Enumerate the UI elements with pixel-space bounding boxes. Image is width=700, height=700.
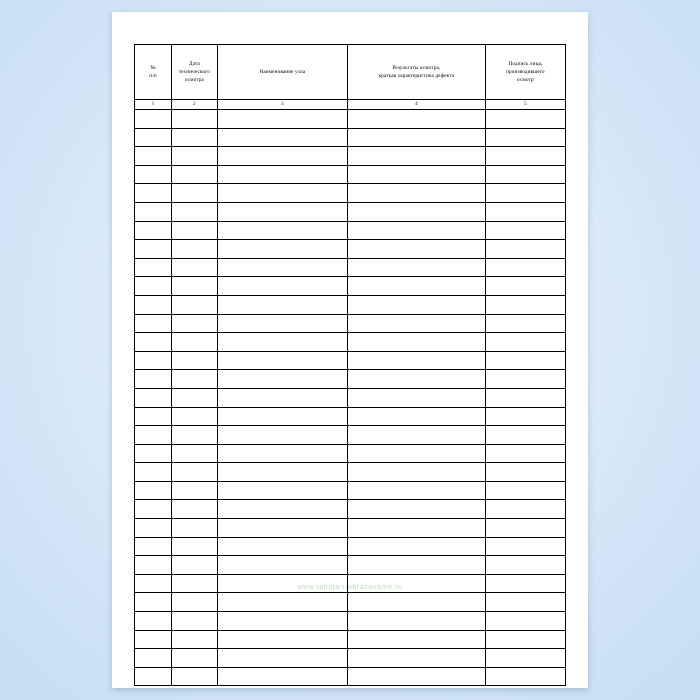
table-row [135,333,566,352]
table-cell [485,556,565,575]
table-row [135,444,566,463]
table-cell [485,333,565,352]
table-cell [172,574,218,593]
table-cell [135,481,172,500]
column-header-inspector-signature: Подпись лица, производившего осмотр [485,45,565,100]
table-row [135,128,566,147]
table-cell [217,574,347,593]
table-cell [347,277,485,296]
table-cell [172,221,218,240]
table-cell [217,295,347,314]
table-cell [485,426,565,445]
table-cell [217,370,347,389]
table-cell [135,295,172,314]
table-cell [347,184,485,203]
table-cell [172,184,218,203]
table-cell [135,426,172,445]
table-cell [485,574,565,593]
table-cell [217,165,347,184]
table-row [135,574,566,593]
table-cell [485,407,565,426]
column-number-1: 1 [135,100,172,110]
table-row [135,407,566,426]
table-row [135,258,566,277]
table-cell [347,556,485,575]
table-cell [217,184,347,203]
table-cell [172,612,218,631]
table-cell [485,184,565,203]
table-cell [135,630,172,649]
table-cell [347,388,485,407]
table-cell [217,612,347,631]
table-row [135,649,566,668]
table-row [135,388,566,407]
table-cell [217,147,347,166]
table-header-row [135,45,566,100]
table-cell [135,258,172,277]
table-cell [485,314,565,333]
table-cell [485,258,565,277]
table-cell [135,444,172,463]
table-cell [347,314,485,333]
table-cell [217,128,347,147]
table-cell [347,128,485,147]
table-cell [485,147,565,166]
table-cell [217,221,347,240]
table-cell [135,370,172,389]
table-cell [217,426,347,445]
table-cell [347,221,485,240]
table-cell [135,463,172,482]
table-cell [347,351,485,370]
table-cell [485,444,565,463]
table-cell [347,500,485,519]
column-number-4: 4 [347,100,485,110]
table-cell [172,240,218,259]
table-cell [172,147,218,166]
table-cell [347,463,485,482]
table-cell [347,537,485,556]
table-row [135,537,566,556]
table-cell [347,649,485,668]
table-row [135,556,566,575]
table-cell [485,537,565,556]
table-cell [172,519,218,538]
table-cell [172,426,218,445]
table-cell [172,110,218,129]
table-cell [347,370,485,389]
table-cell [217,333,347,352]
table-cell [217,314,347,333]
table-cell [485,667,565,686]
table-cell [217,667,347,686]
table-row [135,202,566,221]
column-number-row [135,100,566,110]
table-cell [347,630,485,649]
table-row [135,165,566,184]
table-cell [135,165,172,184]
table-row [135,481,566,500]
table-row [135,426,566,445]
table-cell [347,407,485,426]
table-cell [217,351,347,370]
table-cell [347,333,485,352]
table-cell [172,314,218,333]
table-header [135,45,566,110]
table-cell [217,593,347,612]
table-cell [485,202,565,221]
table-cell [347,519,485,538]
table-cell [172,295,218,314]
table-cell [347,258,485,277]
table-cell [172,388,218,407]
table-row [135,667,566,686]
table-cell [485,519,565,538]
table-cell [485,370,565,389]
column-header-inspection-results: Результаты осмотра, краткая характеристика дефекта [347,45,485,100]
table-cell [217,630,347,649]
table-cell [347,667,485,686]
table-row [135,630,566,649]
table-cell [217,202,347,221]
table-cell [217,556,347,575]
page-content-area [134,44,566,674]
table-cell [135,184,172,203]
table-cell [172,407,218,426]
table-body [135,110,566,686]
table-cell [172,463,218,482]
table-cell [172,444,218,463]
inspection-log-table [134,44,566,686]
table-row [135,593,566,612]
table-cell [135,128,172,147]
table-cell [135,537,172,556]
table-cell [135,407,172,426]
table-cell [217,258,347,277]
table-cell [485,500,565,519]
column-number-3: 3 [217,100,347,110]
table-cell [135,556,172,575]
table-cell [172,351,218,370]
table-row [135,110,566,129]
table-cell [135,612,172,631]
table-cell [347,202,485,221]
table-cell [135,202,172,221]
table-cell [172,593,218,612]
table-cell [347,426,485,445]
table-cell [217,649,347,668]
table-cell [135,333,172,352]
table-cell [172,500,218,519]
table-cell [347,574,485,593]
table-cell [485,165,565,184]
table-cell [217,277,347,296]
column-header-unit-name: Наименование узла [217,45,347,100]
table-cell [172,258,218,277]
table-cell [485,649,565,668]
watermark-text: www.rabota-i-obrazovanie.ru [297,584,403,591]
table-cell [347,593,485,612]
table-cell [347,481,485,500]
table-cell [485,593,565,612]
table-cell [135,649,172,668]
table-cell [135,221,172,240]
table-cell [347,444,485,463]
table-row [135,221,566,240]
table-cell [135,240,172,259]
document-page [112,12,588,688]
table-cell [485,481,565,500]
table-cell [172,537,218,556]
table-row [135,351,566,370]
table-cell [485,295,565,314]
table-cell [217,500,347,519]
table-cell [172,128,218,147]
table-row [135,612,566,631]
table-cell [485,463,565,482]
table-cell [172,165,218,184]
table-cell [135,519,172,538]
table-cell [172,333,218,352]
table-cell [485,110,565,129]
table-row [135,519,566,538]
table-cell [217,481,347,500]
table-cell [172,481,218,500]
column-header-inspection-date: Дата технического осмотра [172,45,218,100]
table-cell [485,612,565,631]
table-cell [172,202,218,221]
table-cell [135,314,172,333]
table-cell [135,351,172,370]
table-cell [347,295,485,314]
table-cell [135,277,172,296]
column-number-2: 2 [172,100,218,110]
table-cell [485,128,565,147]
table-cell [485,221,565,240]
table-cell [217,110,347,129]
table-cell [135,593,172,612]
table-row [135,147,566,166]
table-cell [172,556,218,575]
table-cell [217,240,347,259]
table-row [135,240,566,259]
table-cell [135,388,172,407]
table-row [135,463,566,482]
table-cell [172,667,218,686]
table-cell [347,165,485,184]
table-cell [172,370,218,389]
table-row [135,295,566,314]
table-cell [485,630,565,649]
table-cell [485,351,565,370]
table-cell [485,277,565,296]
table-cell [217,444,347,463]
table-row [135,370,566,389]
table-cell [135,500,172,519]
table-cell [217,388,347,407]
table-cell [135,574,172,593]
table-cell [347,110,485,129]
table-cell [135,147,172,166]
table-cell [347,147,485,166]
table-row [135,277,566,296]
table-row [135,184,566,203]
table-cell [217,519,347,538]
column-number-5: 5 [485,100,565,110]
table-cell [135,667,172,686]
table-row [135,314,566,333]
table-row [135,500,566,519]
table-cell [217,463,347,482]
table-cell [217,537,347,556]
table-cell [172,649,218,668]
table-cell [172,277,218,296]
table-cell [347,240,485,259]
table-cell [485,388,565,407]
table-cell [172,630,218,649]
table-cell [485,240,565,259]
table-cell [217,407,347,426]
table-cell [135,110,172,129]
column-header-number: № п/п [135,45,172,100]
table-cell [347,612,485,631]
